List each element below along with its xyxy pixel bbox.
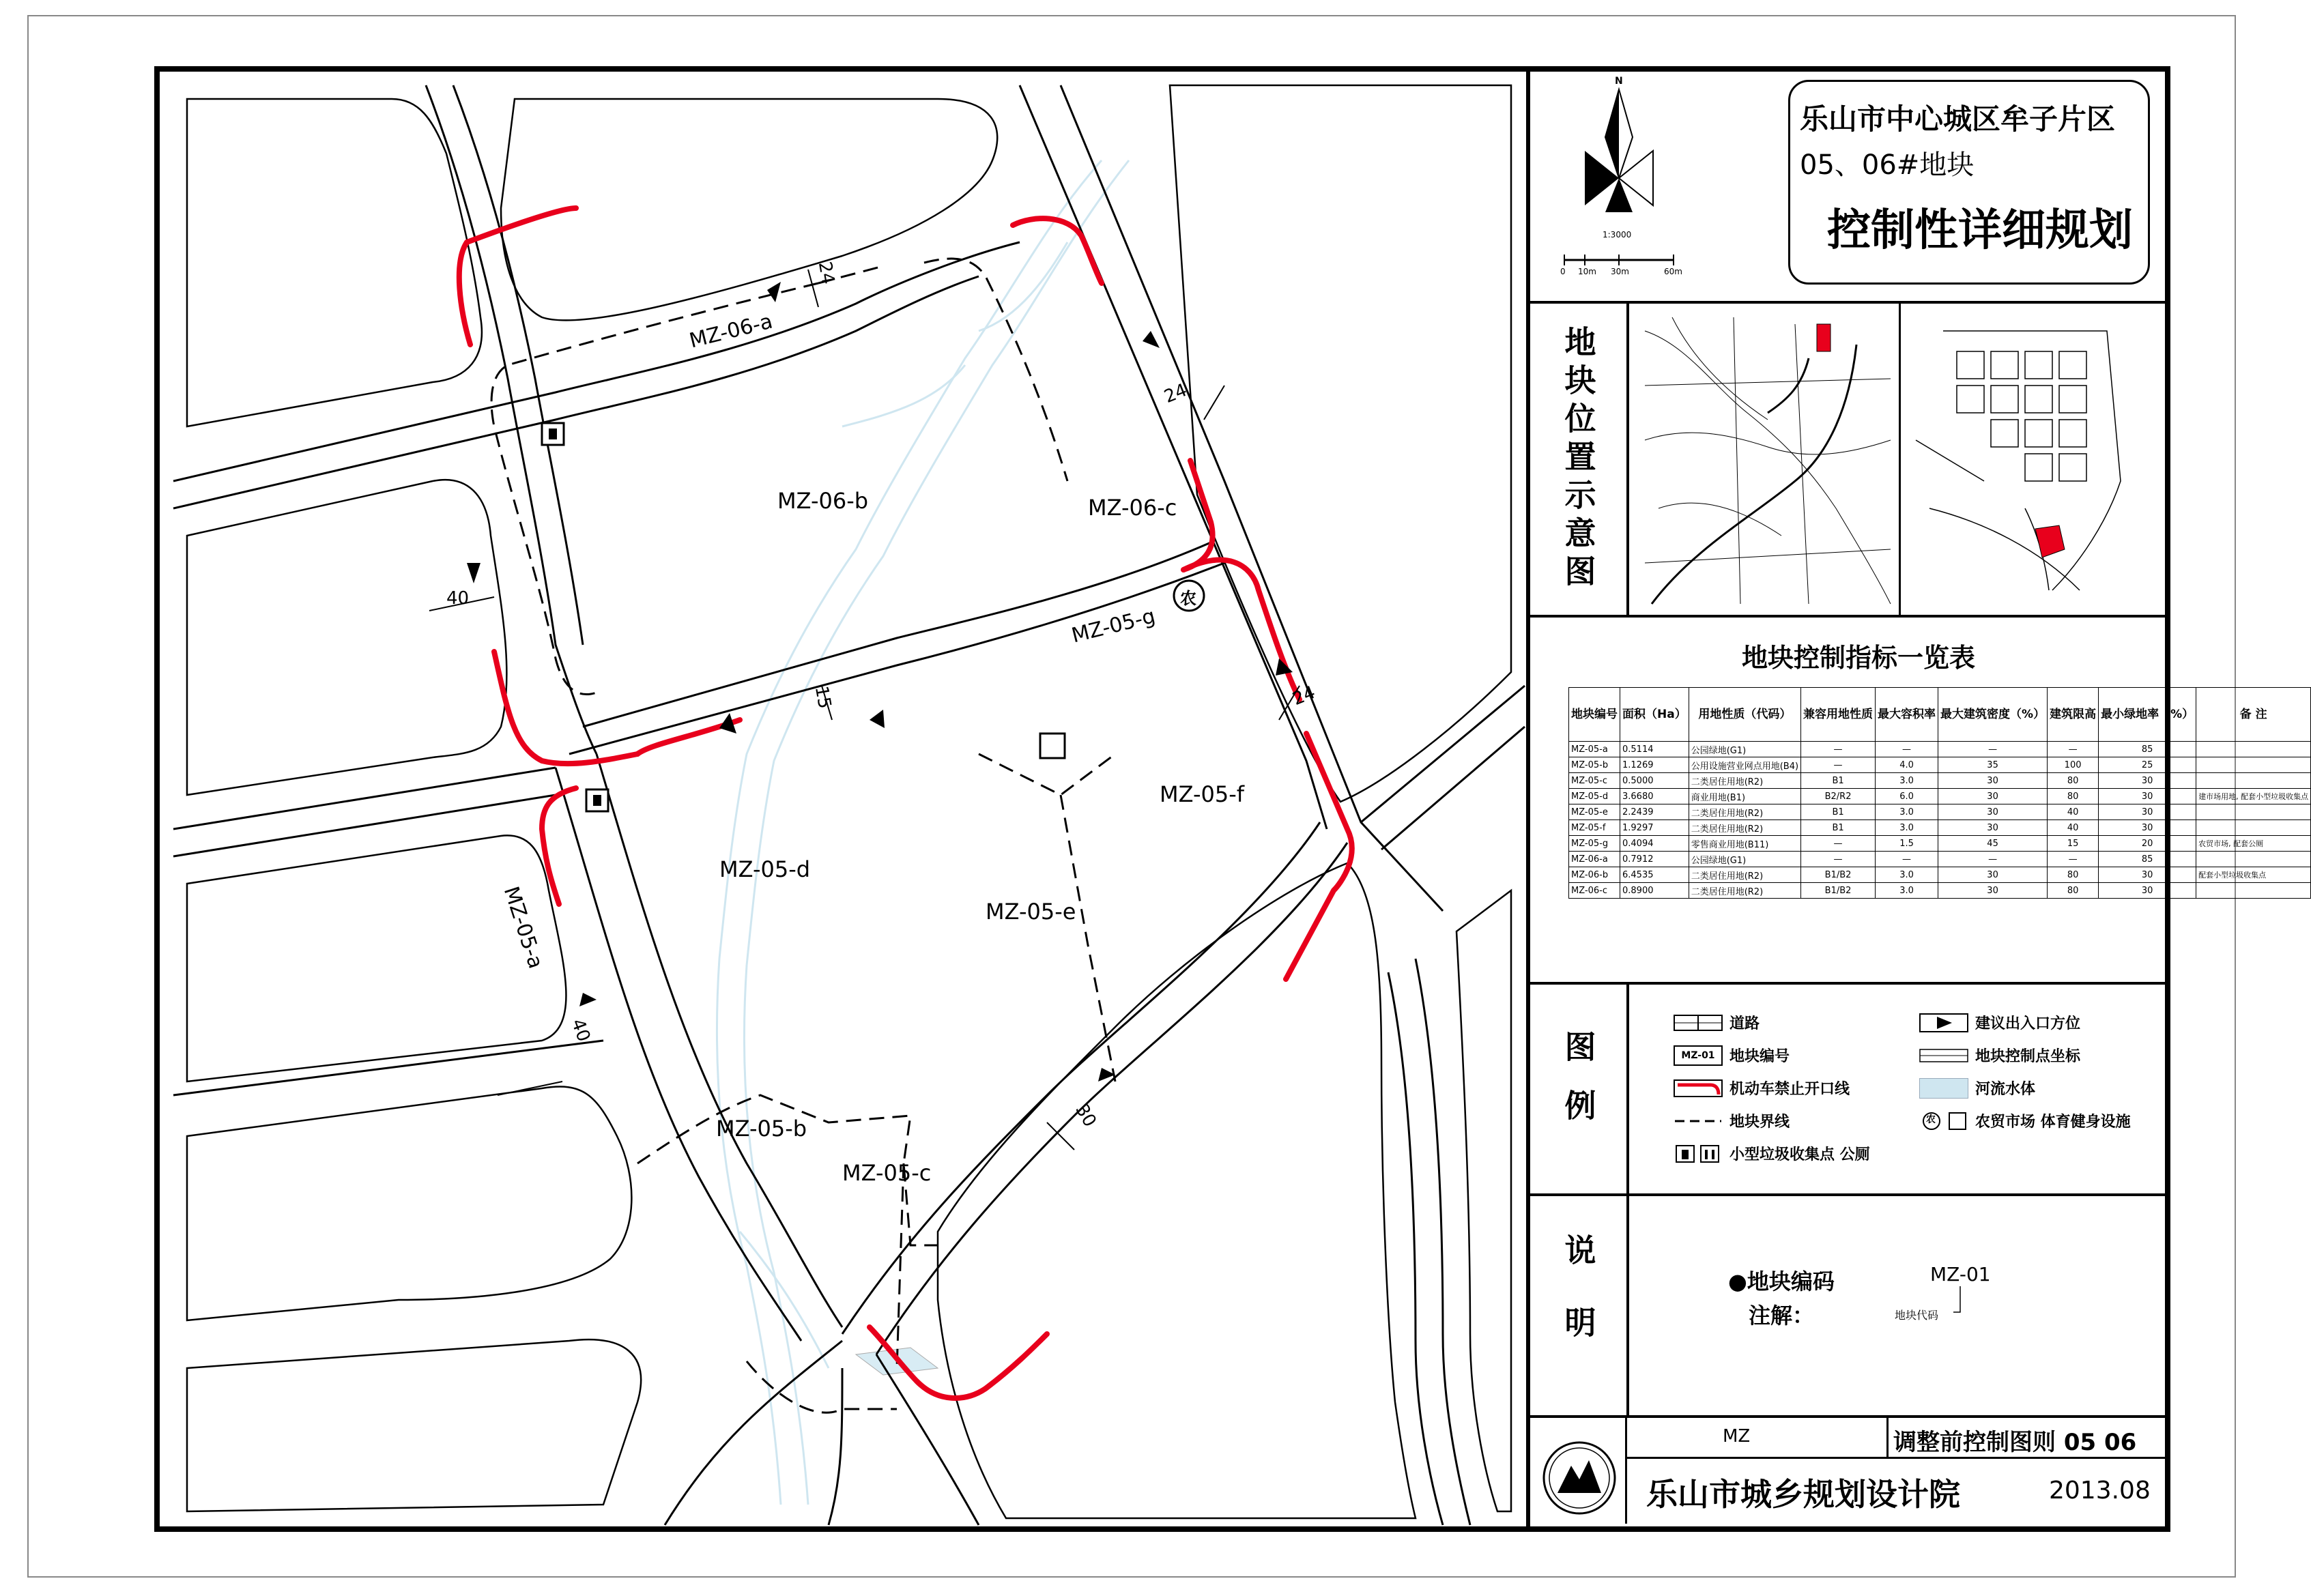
parcel-boundaries	[491, 259, 1115, 1412]
parcel-label-mz-05-g: MZ-05-g	[1069, 604, 1158, 648]
north-label: N	[1615, 76, 1623, 87]
table-cell: MZ-05-a	[1569, 742, 1620, 757]
table-cell	[2196, 773, 2311, 789]
table-cell: 6.4535	[1620, 867, 1689, 883]
market-glyph: 农	[1926, 1114, 1936, 1125]
column-header: 建筑限高	[2048, 688, 2099, 742]
notes-note: 注解：	[1749, 1303, 1815, 1329]
table-cell: MZ-06-b	[1569, 867, 1620, 883]
legend-text: 地块控制点坐标	[1975, 1048, 2081, 1065]
table-cell: MZ-06-c	[1569, 883, 1620, 899]
institute-logo	[1530, 1418, 1627, 1524]
entrance-arrow-icon	[1919, 1013, 1968, 1033]
table-cell: 公园绿地(G1)	[1689, 742, 1800, 757]
legend-item-trash-toilet	[1674, 1143, 1870, 1164]
parcel-label-mz-06-b: MZ-06-b	[777, 488, 869, 514]
table-cell	[2196, 804, 2311, 820]
table-cell: 公园绿地(G1)	[1689, 852, 1800, 867]
table-cell: —	[1801, 742, 1876, 757]
table-cell: 30	[2099, 773, 2196, 789]
column-header: 用地性质（代码）	[1689, 688, 1800, 742]
north-arrow	[1558, 76, 1694, 280]
table-cell: B2/R2	[1801, 789, 1876, 804]
legend-item-coordinate	[1919, 1045, 2080, 1066]
parcel-label-mz-06-a: MZ-06-a	[687, 309, 775, 353]
drawing-name: 调整前控制图则 05 06	[1893, 1429, 2137, 1456]
column-header: 备 注	[2196, 688, 2311, 742]
table-cell: 85	[2099, 852, 2196, 867]
legend-text: 建议出入口方位	[1975, 1015, 2081, 1032]
column-header: 地块编号	[1569, 688, 1620, 742]
table-cell: 30	[1938, 773, 2048, 789]
road-width-label: 24	[814, 260, 839, 286]
table-cell: MZ-05-g	[1569, 836, 1620, 852]
table-cell: 80	[2048, 773, 2099, 789]
table-cell: B1/B2	[1801, 867, 1876, 883]
parcel-label-mz-05-a: MZ-05-a	[498, 884, 548, 972]
table-cell: 100	[2048, 757, 2099, 773]
index-table	[1568, 687, 2311, 899]
table-cell: 80	[2048, 867, 2099, 883]
parcel-label-mz-06-c: MZ-06-c	[1088, 495, 1177, 521]
location-section	[1530, 304, 2165, 618]
table-cell: 15	[2048, 836, 2099, 852]
location-label	[1530, 304, 1629, 615]
table-cell: 建市场用地, 配套小型垃圾收集点	[2196, 789, 2311, 804]
legend-text: 小型垃圾收集点 公厕	[1729, 1146, 1870, 1163]
table-row	[1569, 757, 2311, 773]
table-row	[1569, 789, 2311, 804]
table-cell: 1.1269	[1620, 757, 1689, 773]
table-cell: MZ-05-c	[1569, 773, 1620, 789]
table-cell: 0.8900	[1620, 883, 1689, 899]
table-cell: 30	[1938, 867, 2048, 883]
legend-item-road	[1674, 1012, 1760, 1033]
table-cell: 3.0	[1876, 804, 1938, 820]
table-row	[1569, 804, 2311, 820]
table-cell: —	[1876, 852, 1938, 867]
table-row	[1569, 820, 2311, 836]
red-line-icon	[1674, 1078, 1723, 1099]
table-cell	[2196, 742, 2311, 757]
title-box	[1788, 80, 2150, 285]
table-cell: —	[1801, 757, 1876, 773]
table-cell	[2196, 820, 2311, 836]
institute-name: 乐山市城乡规划设计院	[1646, 1476, 1960, 1513]
table-cell: MZ-06-a	[1569, 852, 1620, 867]
table-cell: B1	[1801, 773, 1876, 789]
notes-label	[1530, 1196, 1629, 1415]
info-panel	[1526, 72, 2309, 1526]
table-cell: 商业用地(B1)	[1689, 789, 1800, 804]
table-cell: 80	[2048, 789, 2099, 804]
table-cell: 30	[2099, 867, 2196, 883]
table-cell: 4.0	[1876, 757, 1938, 773]
table-header-row	[1569, 688, 2311, 742]
legend-text: 道路	[1729, 1015, 1760, 1032]
table-cell: 6.0	[1876, 789, 1938, 804]
table-cell: MZ-05-d	[1569, 789, 1620, 804]
legend-text: 机动车禁止开口线	[1729, 1081, 1850, 1098]
table-row	[1569, 773, 2311, 789]
planning-map[interactable]	[160, 72, 1525, 1526]
scale-tick: 60m	[1664, 267, 1682, 276]
road-width-label: 40	[566, 1016, 594, 1045]
table-cell: MZ-05-e	[1569, 804, 1620, 820]
table-cell	[2196, 883, 2311, 899]
legend-item-market-sport	[1919, 1110, 2131, 1131]
scale-ratio: 1:3000	[1603, 230, 1632, 240]
table-cell: MZ-05-b	[1569, 757, 1620, 773]
table-cell: 2.2439	[1620, 804, 1689, 820]
table-row	[1569, 852, 2311, 867]
table-cell: —	[1938, 852, 2048, 867]
table-row	[1569, 867, 2311, 883]
road-width-label: 40	[446, 588, 470, 609]
drawing-code: MZ	[1723, 1426, 1751, 1447]
market-sport-icon	[1919, 1111, 1968, 1131]
scale-tick: 10m	[1578, 267, 1596, 276]
table-cell: 0.5000	[1620, 773, 1689, 789]
table-cell: 二类居住用地(R2)	[1689, 820, 1800, 836]
road-width-label: 30	[1071, 1101, 1100, 1131]
notes-code: MZ-01	[1930, 1263, 1991, 1286]
legend-label-text: 图例	[1560, 1030, 1597, 1148]
market-icon: 农	[1180, 589, 1196, 608]
city-location-map	[1631, 304, 1901, 615]
table-cell: 零售商业用地(B11)	[1689, 836, 1800, 852]
table-cell: 35	[1938, 757, 2048, 773]
outer-blocks	[187, 85, 1511, 1518]
table-cell: —	[2048, 742, 2099, 757]
table-cell	[2196, 852, 2311, 867]
legend-text: 农贸市场 体育健身设施	[1975, 1114, 2131, 1131]
legend-text: 河流水体	[1975, 1081, 2036, 1098]
table-cell: 30	[1938, 883, 2048, 899]
table-cell: 25	[2099, 757, 2196, 773]
table-cell: 3.6680	[1620, 789, 1689, 804]
road-symbol-icon	[1674, 1013, 1723, 1033]
table-cell: B1/B2	[1801, 883, 1876, 899]
table-cell: 30	[2099, 789, 2196, 804]
legend-item-entrance	[1919, 1012, 2080, 1033]
table-cell: —	[1801, 852, 1876, 867]
trash-toilet-icon	[1674, 1144, 1723, 1164]
table-cell: 二类居住用地(R2)	[1689, 804, 1800, 820]
road-width-label: 24	[1161, 379, 1190, 408]
notes-code-desc: 地块代码	[1895, 1309, 1939, 1322]
table-cell: —	[1801, 836, 1876, 852]
table-cell: 85	[2099, 742, 2196, 757]
title-line1: 乐山市中心城区牟子片区	[1800, 102, 2116, 136]
column-header: 最大建筑密度（%）	[1938, 688, 2048, 742]
column-header: 面积（Ha）	[1620, 688, 1689, 742]
table-cell: 二类居住用地(R2)	[1689, 883, 1800, 899]
table-cell: 40	[2048, 820, 2099, 836]
legend-item-no-opening	[1674, 1077, 1850, 1099]
title-line2: 05、06#地块	[1800, 149, 1975, 181]
table-cell: 30	[2099, 804, 2196, 820]
column-header: 兼容用地性质	[1801, 688, 1876, 742]
table-cell: 30	[2099, 883, 2196, 899]
map-canvas	[160, 72, 1525, 1526]
table-cell: 0.4094	[1620, 836, 1689, 852]
table-cell: B1	[1801, 820, 1876, 836]
table-cell: 20	[2099, 836, 2196, 852]
parcel-label-mz-05-c: MZ-05-c	[842, 1160, 932, 1186]
table-cell: 30	[2099, 820, 2196, 836]
parcel-label-mz-05-b: MZ-05-b	[716, 1116, 807, 1142]
dashed-line-icon	[1674, 1111, 1723, 1131]
table-cell: 3.0	[1876, 867, 1938, 883]
legend-item-parcel-code	[1674, 1045, 1790, 1066]
notes-label-text: 说明	[1560, 1233, 1597, 1378]
road-network	[173, 85, 1525, 1525]
road-width-label: 15	[810, 684, 835, 710]
table-cell: 3.0	[1876, 883, 1938, 899]
table-cell: 1.5	[1876, 836, 1938, 852]
legend-section	[1530, 985, 2165, 1196]
table-row	[1569, 836, 2311, 852]
drawing-info-row	[1627, 1418, 2165, 1459]
table-cell: 1.9297	[1620, 820, 1689, 836]
table-cell: 配套小型垃圾收集点	[2196, 867, 2311, 883]
table-cell: MZ-05-f	[1569, 820, 1620, 836]
drawing-date: 2013.08	[2049, 1477, 2151, 1505]
table-cell: 二类居住用地(R2)	[1689, 867, 1800, 883]
table-cell: 0.7912	[1620, 852, 1689, 867]
table-cell: —	[1876, 742, 1938, 757]
table-cell: 30	[1938, 820, 2048, 836]
scale-tick: 30m	[1611, 267, 1629, 276]
legend-text: 地块编号	[1729, 1048, 1790, 1065]
district-location-map	[1902, 304, 2165, 615]
table-cell: 农贸市场, 配套公厕	[2196, 836, 2311, 852]
column-header: 最大容积率	[1876, 688, 1938, 742]
footer-section	[1530, 1418, 2165, 1524]
parcel-label-mz-05-e: MZ-05-e	[986, 899, 1076, 925]
river-icon	[1919, 1078, 1968, 1099]
legend-label	[1530, 985, 1629, 1193]
table-cell: 二类居住用地(R2)	[1689, 773, 1800, 789]
coordinate-icon	[1919, 1045, 1968, 1066]
parcel-label-mz-05-d: MZ-05-d	[719, 856, 811, 882]
index-table-section	[1530, 618, 2309, 985]
title-line3: 控制性详细规划	[1827, 205, 2133, 256]
table-cell: 80	[2048, 883, 2099, 899]
table-cell: 40	[2048, 804, 2099, 820]
legend-item-river	[1919, 1077, 2035, 1099]
legend-item-boundary	[1674, 1110, 1790, 1131]
legend-text: 地块界线	[1729, 1114, 1790, 1131]
table-cell: B1	[1801, 804, 1876, 820]
table-cell: 30	[1938, 789, 2048, 804]
table-cell: 0.5114	[1620, 742, 1689, 757]
scale-tick: 0	[1560, 267, 1566, 276]
road-width-label: 24	[1289, 682, 1319, 710]
table-cell: —	[2048, 852, 2099, 867]
column-header: 最小绿地率（%）	[2099, 688, 2196, 742]
location-label-text: 地块位置示意图	[1560, 325, 1597, 593]
table-body	[1569, 742, 2311, 899]
table-row	[1569, 742, 2311, 757]
table-cell: 公用设施营业网点用地(B4)	[1689, 757, 1800, 773]
table-cell: 45	[1938, 836, 2048, 852]
title-section	[1530, 72, 2165, 304]
table-cell: 3.0	[1876, 820, 1938, 836]
table-title: 地块控制指标一览表	[1742, 643, 1976, 673]
parcel-code-symbol: MZ-01	[1674, 1045, 1723, 1066]
table-row	[1569, 883, 2311, 899]
table-cell: 30	[1938, 804, 2048, 820]
parcel-label-mz-05-f: MZ-05-f	[1160, 781, 1245, 807]
table-cell: 3.0	[1876, 773, 1938, 789]
table-cell: —	[1938, 742, 2048, 757]
table-cell	[2196, 757, 2311, 773]
notes-section	[1530, 1196, 2165, 1418]
notes-item: ●地块编码	[1728, 1268, 1835, 1294]
